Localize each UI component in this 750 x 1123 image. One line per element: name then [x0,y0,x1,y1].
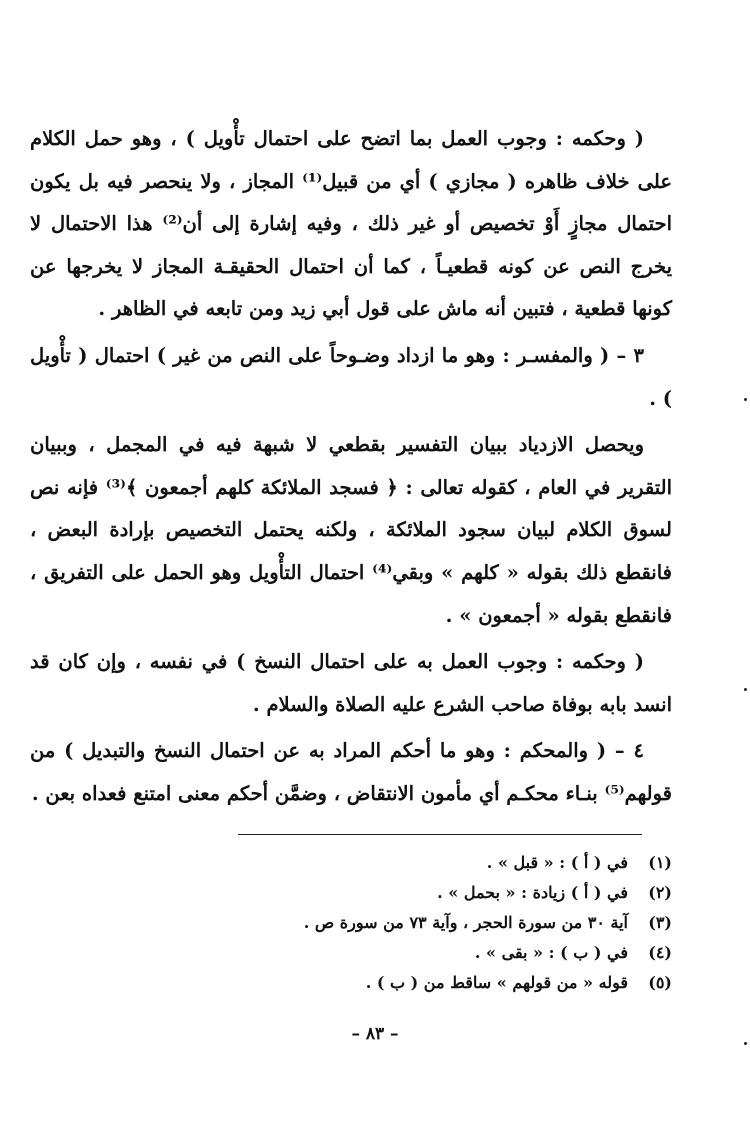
footnote-text: في ( أ ) زيادة : « بحمل » . [437,883,628,902]
footnote-text: في ( ب ) : « بقى » . [474,943,628,962]
footnote-number: (٥) [648,973,672,992]
scan-speck [744,1042,747,1045]
footnote-number: (٣) [648,913,672,932]
main-text [30,118,672,816]
footnote-item [30,968,672,998]
footnote-text: آية ٣٠ من سورة الحجر ، وآية ٧٣ من سورة ص . [303,913,628,932]
footnote-number: (٢) [648,883,672,902]
footnote-text: في ( أ ) : « قبل » . [486,853,628,872]
footnote-number: (٤) [648,943,672,962]
footnote-text: قوله « من قولهم » ساقط من ( ب ) . [365,973,628,992]
scan-speck [744,398,747,401]
footnote-item [30,848,672,878]
paragraph-mufassar-explanation: ويحصل الازدياد ببيان التفسير بقطعي لا شبهة فيه في المجمل ، وببيان التقرير في العام ، كقوله تعالى : ﴿ فسجد الملائكة كلهم أجمعون ﴾⁽³⁾ فإنه نص لسوق الكلام لبيان سجود الملائكة ، ولكنه يحتمل التخصيص بإرادة البعض ، فانقطع ذلك بقوله « كلهم » وبقي⁽⁴⁾ احتمال التأْويل وهو الحمل على التفريق ، فانقطع بقوله « أجمعون » . [30,433,672,627]
paragraph-ruling-1: ( وحكمه : وجوب العمل بما اتضح على احتمال تأْويل ) ، وهو حمل الكلام على خلاف ظاهره ( مجازي ) أي من قبيل⁽¹⁾ المجاز ، ولا ينحصر فيه بل يكون احتمال مجازٍ أَوْ تخصيص أو غير ذلك ، وفيه إشارة إلى أن⁽²⁾ هذا الاحتمال لا يخرج النص عن كونه قطعيـاً ، كما أن احتمال الحقيقـة المجاز لا يخرجها عن كونها قطعية ، فتبين أنه ماش على قول أبي زيد ومن تابعه في الظاهر . [30,127,673,321]
page-number: – ٨٣ – [351,1024,399,1044]
footnote-divider [238,834,642,835]
paragraph-mufassar-definition: ٣ – ( والمفسـر : وهو ما ازداد وضـوحاً على النص من غير ) احتمال ( تأْويل ) . [30,343,672,410]
scan-speck [744,688,747,691]
footnote-number: (١) [648,853,672,872]
footnote-item [30,938,672,968]
paragraph-ruling-2: ( وحكمه : وجوب العمل به على احتمال النسخ ) في نفسه ، وإن كان قد انسد بابه بوفاة صاحب الشرع عليه الصلاة والسلام . [30,650,672,716]
footnotes [30,848,672,998]
footnote-item [30,878,672,908]
footnote-item [30,908,672,938]
paragraph-muhkam-definition: ٤ – ( والمحكم : وهو ما أحكم المراد به عن احتمال النسخ والتبديل ) من قولهم⁽⁵⁾ بنـاء محكـم أي مأمون الانتقاض ، وضمَّن أحكم معنى امتنع فعداه بعن . [30,739,672,805]
